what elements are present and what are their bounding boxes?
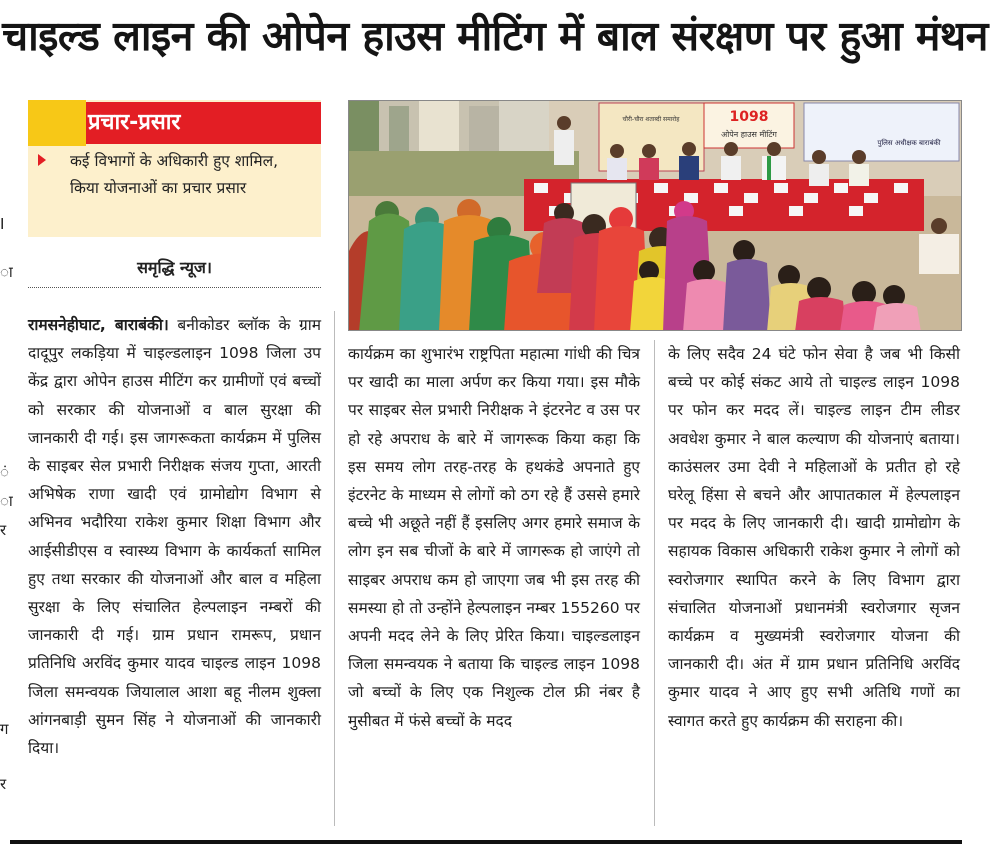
fragment-glyph: ा <box>0 492 13 510</box>
promo-accent <box>28 100 86 146</box>
bottom-rule <box>10 840 962 844</box>
article-column-2: कार्यक्रम का शुभारंभ राष्ट्रपिता महात्मा गांधी की चित्र पर खादी का माला अर्पण कर किया गया। इस मौके पर साइबर सेल प्रभारी निरीक्षक ने इंटरनेट व उस पर हो रहे अपराध के बारे में जागरूक किया कहा कि इस समय लोग तरह-तरह के हथकंडे अपनाते हुए इंटरनेट के माध्यम से लोगों को ठग रहे हैं उससे हमारे बच्चे भी अछूते नहीं हैं इसलिए अगर हमारे समाज के लोग इन सब चीजों के बारे में जागरूक हो जाएंगे तो साइबर अपराध कम हो जाएगा जब भी इस तरह की समस्या हो तो उन्होंने हेल्पलाइन नम्बर 155260 पर अपनी मदद लेने के लिए प्रेरित किया। चाइल्डलाइन जिला समन्वयक ने बताया कि चाइल्ड लाइन 1098 जो बच्चों के लिए एक निशुल्क टोल फ्री नंबर है मुसीबत में फंसे बच्चों के मदद <box>348 345 640 730</box>
divider <box>28 287 321 288</box>
column-divider <box>334 311 335 826</box>
column-divider <box>654 340 655 826</box>
fragment-glyph: र <box>0 521 7 539</box>
banner-number: 1098 <box>729 109 769 125</box>
fragment-glyph: ा <box>0 263 13 281</box>
byline: समृद्धि न्यूज। <box>137 258 212 277</box>
promo-text: कई विभागों के अधिकारी हुए शामिल, किया योजनाओं का प्रचार प्रसार <box>70 152 279 197</box>
column-1-text: बनीकोडर ब्लॉक के ग्राम दादूपुर लकड़िया में चाइल्डलाइन 1098 जिला उप केंद्र द्वारा ओपेन हाउस मीटिंग कर ग्रामीणों एवं बच्चों को सरकार की योजनाओं व बाल सुरक्षा की जानकारी दी गई। इस जागरूकता कार्यक्रम में पुलिस के साइबर सेल प्रभारी निरीक्षक संजय गुप्ता, आरती अभिषेक राणा खादी एवं ग्रामोद्योग विभाग से अभिनव भदौरिया राकेश कुमार शिक्षा विभाग और आईसीडीएस व स्वास्थ्य विभाग के कार्यकर्ता सामिल हुए तथा सरकार की योजनाओं और बाल व महिला सुरक्षा के लिए संचालित हेल्पलाइन नम्बरों की जानकारी दी गई। ग्राम प्रधान रामरूप, प्रधान प्रतिनिधि अरविंद कुमार यादव चाइल्ड लाइन 1098 जिला समन्वयक जियालाल आशा बहू नीलम शुक्ला आंगनबाड़ी सुमन सिंह ने योजनाओं की जानकारी दिया। <box>28 316 321 758</box>
dateline: रामसनेहीघाट, बाराबंकी। <box>28 316 169 334</box>
banner-small: चौरी-चौरा शताब्दी समारोह <box>622 116 680 123</box>
article-column-3: के लिए सदैव 24 घंटे फोन सेवा है जब भी किसी बच्चे पर कोई संकट आये तो चाइल्ड लाइन 1098 पर फोन कर मदद लें। चाइल्ड लाइन टीम लीडर अवधेश कुमार ने बाल कल्याण की योजनाएं बताया। काउंसलर उमा देवी ने महिलाओं के प्रतीत हो रहे घरेलू हिंसा से बचने और आपातकाल में हेल्पलाइन पर मदद के लिए जानकारी दी। खादी ग्रामोद्योग के सहायक विकास अधिकारी राकेश कुमार ने लोगों को स्वरोजगार स्थापित करने के लिए विभाग द्वारा संचालित योजनाओं प्रधानमंत्री स्वरोजगार सृजन कार्यक्रम व मुख्यमंत्री स्वरोजगार योजना की जानकारी दी। अंत में ग्राम प्रधान प्रतिनिधि अरविंद कुमार यादव ने आए हुए सभी अतिथि गणों का स्वागत करते हुए कार्यक्रम की सराहना की। <box>668 345 960 730</box>
headline: चाइल्ड लाइन की ओपेन हाउस मीटिंग में बाल संरक्षण पर हुआ मंथन <box>2 12 988 60</box>
fragment-glyph: ग <box>0 720 9 738</box>
article-column-1 <box>28 311 321 762</box>
fragment-glyph: ं <box>0 463 9 481</box>
promo-box <box>28 100 321 237</box>
fragment-glyph: र <box>0 775 7 793</box>
promo-label: प्रचार-प्रसार <box>86 102 321 144</box>
banner-right: पुलिस अधीक्षक बाराबंकी <box>877 139 941 147</box>
event-photo <box>348 100 962 331</box>
fragment-glyph: I <box>0 215 5 233</box>
bullet-arrow-icon <box>38 154 46 166</box>
banner-title: ओपेन हाउस मीटिंग <box>721 130 777 139</box>
adjacent-column-fragment <box>0 170 12 830</box>
